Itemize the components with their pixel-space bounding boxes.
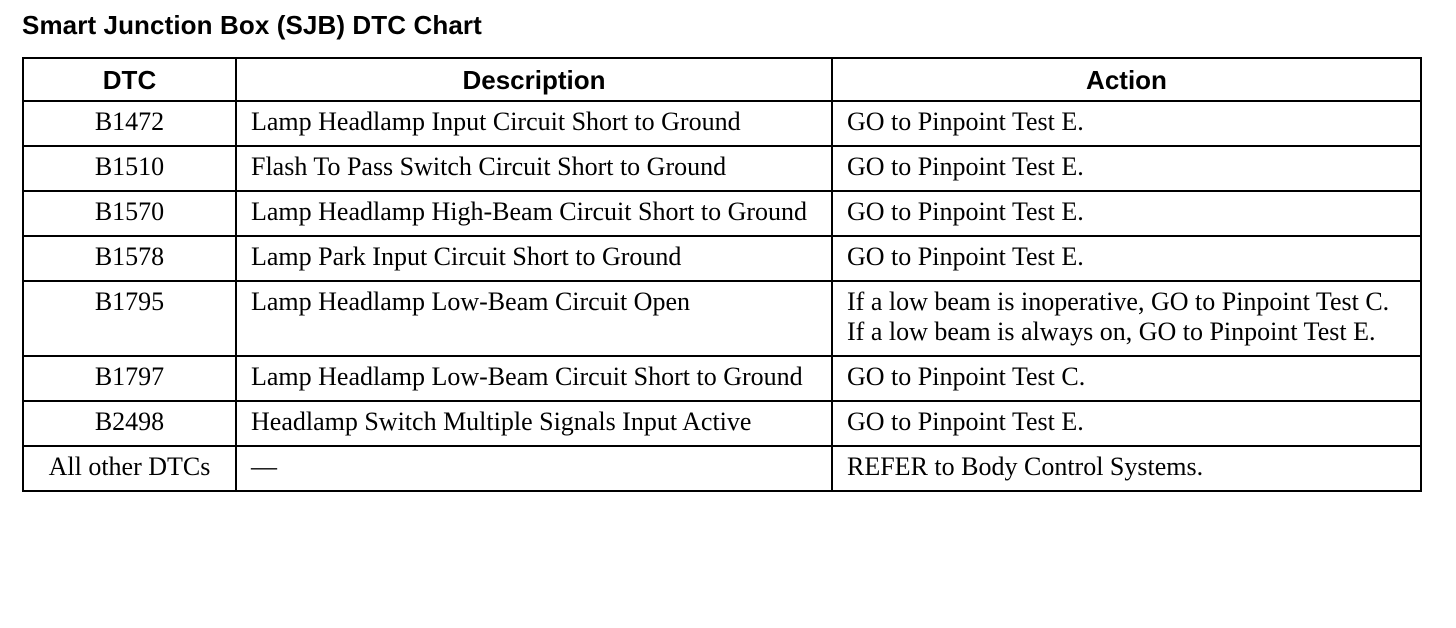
cell-dtc: B2498 (23, 401, 236, 446)
cell-description: Lamp Park Input Circuit Short to Ground (236, 236, 832, 281)
action-line: GO to Pinpoint Test E. (847, 107, 1084, 136)
cell-action (832, 146, 1421, 191)
table-row (23, 191, 1421, 236)
cell-dtc: B1570 (23, 191, 236, 236)
cell-dtc: B1578 (23, 236, 236, 281)
cell-action (832, 101, 1421, 146)
action-line: If a low beam is always on, GO to Pinpoint Test E. (847, 317, 1376, 346)
cell-action (832, 356, 1421, 401)
table-body (23, 101, 1421, 491)
action-line: GO to Pinpoint Test E. (847, 152, 1084, 181)
cell-dtc: B1795 (23, 281, 236, 356)
header-action: Action (832, 58, 1421, 101)
table-row (23, 446, 1421, 491)
cell-action (832, 401, 1421, 446)
action-line: REFER to Body Control Systems. (847, 452, 1204, 481)
cell-description: Flash To Pass Switch Circuit Short to Ground (236, 146, 832, 191)
cell-action (832, 236, 1421, 281)
table-header (23, 58, 1421, 101)
cell-description: Lamp Headlamp Input Circuit Short to Ground (236, 101, 832, 146)
table-row (23, 101, 1421, 146)
cell-action (832, 191, 1421, 236)
table-row (23, 401, 1421, 446)
cell-description: Lamp Headlamp Low-Beam Circuit Short to Ground (236, 356, 832, 401)
header-description: Description (236, 58, 832, 101)
table-row (23, 356, 1421, 401)
cell-dtc: B1472 (23, 101, 236, 146)
action-line: GO to Pinpoint Test C. (847, 362, 1086, 391)
cell-description: — (236, 446, 832, 491)
action-line: GO to Pinpoint Test E. (847, 197, 1084, 226)
cell-description: Headlamp Switch Multiple Signals Input Active (236, 401, 832, 446)
cell-description: Lamp Headlamp High-Beam Circuit Short to Ground (236, 191, 832, 236)
table-row (23, 281, 1421, 356)
cell-dtc: B1510 (23, 146, 236, 191)
cell-description: Lamp Headlamp Low-Beam Circuit Open (236, 281, 832, 356)
cell-dtc: B1797 (23, 356, 236, 401)
cell-dtc: All other DTCs (23, 446, 236, 491)
action-line: GO to Pinpoint Test E. (847, 407, 1084, 436)
cell-action (832, 446, 1421, 491)
page-title: Smart Junction Box (SJB) DTC Chart (22, 10, 482, 40)
action-line: If a low beam is inoperative, GO to Pinpoint Test C. (847, 287, 1390, 316)
table-row (23, 236, 1421, 281)
table-row (23, 146, 1421, 191)
header-dtc: DTC (23, 58, 236, 101)
dtc-table (22, 57, 1422, 492)
header-row (23, 58, 1421, 101)
action-line: GO to Pinpoint Test E. (847, 242, 1084, 271)
cell-action (832, 281, 1421, 356)
